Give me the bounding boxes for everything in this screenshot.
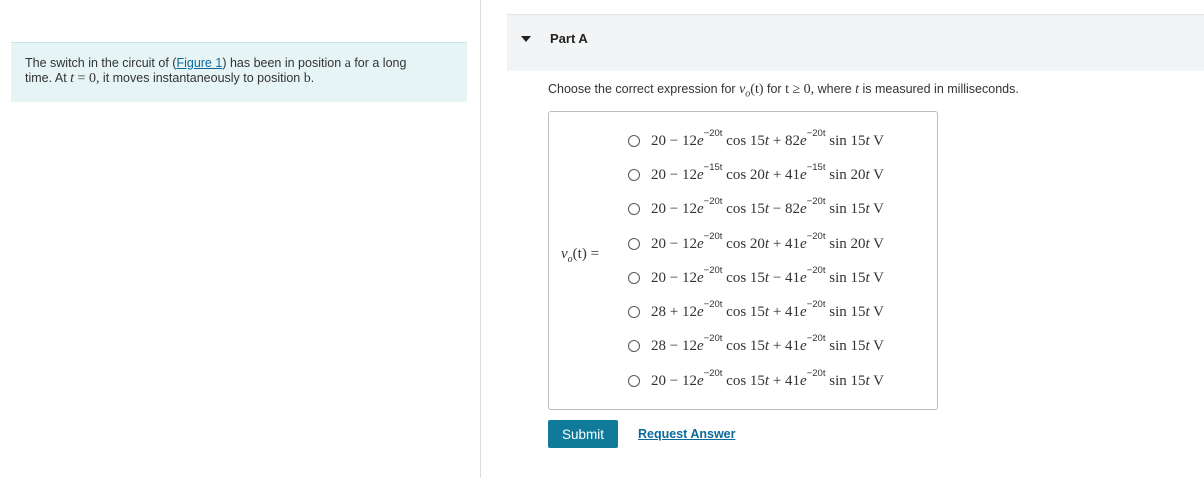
expr-unit: V: [869, 133, 884, 149]
position-b: b: [303, 71, 311, 86]
prompt-text: is measured in milliseconds.: [859, 82, 1019, 96]
expr-t: t: [764, 373, 770, 389]
submit-button[interactable]: Submit: [548, 420, 618, 448]
expr-part: cos 20: [722, 236, 765, 252]
problem-text: .: [310, 71, 315, 85]
expr-t: t: [865, 373, 870, 389]
expr-t: t: [865, 201, 870, 217]
expr-e: e: [696, 338, 704, 354]
expr-part: 20 − 12: [651, 373, 697, 389]
position-a: a: [344, 56, 351, 71]
radio-button[interactable]: [628, 375, 640, 387]
expr-part: + 41: [769, 304, 801, 320]
answer-option[interactable]: [628, 196, 928, 228]
expr-exponent: −20t: [806, 368, 826, 379]
prompt-text: where: [814, 82, 856, 96]
expr-unit: V: [869, 236, 884, 252]
expr-part: sin 15: [825, 270, 866, 286]
expr-e: e: [696, 167, 704, 183]
option-expression: [651, 231, 884, 253]
expr-unit: V: [869, 201, 884, 217]
vo-argument: (t): [750, 82, 764, 97]
expr-part: sin 15: [825, 133, 866, 149]
expr-exponent: −20t: [806, 299, 826, 310]
prompt-text: for: [763, 82, 786, 96]
expr-unit: V: [869, 167, 884, 183]
option-expression: [651, 128, 884, 150]
collapse-caret-icon[interactable]: [521, 36, 531, 42]
expr-exponent: −20t: [806, 265, 826, 276]
expr-e: e: [800, 201, 807, 217]
option-expression: [651, 333, 884, 355]
expr-exponent: −20t: [806, 128, 826, 139]
expr-e: e: [800, 167, 807, 183]
expr-part: cos 15: [722, 133, 765, 149]
problem-statement: [11, 42, 467, 102]
problem-text: it moves instantaneously to position: [99, 71, 304, 85]
expr-part: cos 15: [722, 373, 765, 389]
problem-text: ) has been in position: [222, 56, 345, 70]
expr-t: t: [865, 338, 870, 354]
problem-text: for a long: [350, 56, 407, 70]
answer-label-sub: o: [567, 254, 573, 265]
expr-part: + 41: [769, 167, 801, 183]
expr-part: 20 − 12: [651, 201, 697, 217]
expr-e: e: [696, 236, 704, 252]
question-prompt: [548, 82, 1019, 100]
answer-label-rest: (t) =: [572, 246, 600, 262]
expr-exponent: −20t: [703, 231, 723, 242]
expr-part: + 41: [769, 236, 801, 252]
expr-t: t: [764, 270, 770, 286]
radio-button[interactable]: [628, 135, 640, 147]
expr-exponent: −15t: [806, 162, 826, 173]
expr-part: cos 15: [722, 270, 765, 286]
prompt-text: Choose the correct expression for: [548, 82, 740, 96]
panel-divider: [480, 0, 481, 478]
option-expression: [651, 265, 884, 287]
answer-label: [561, 246, 599, 265]
answer-option[interactable]: [628, 333, 928, 365]
answer-label-v: v: [561, 246, 568, 262]
answer-option[interactable]: [628, 299, 928, 331]
option-expression: [651, 196, 884, 218]
expr-t: t: [764, 304, 770, 320]
expr-e: e: [800, 338, 807, 354]
expr-e: e: [800, 373, 807, 389]
expr-part: 20 − 12: [651, 236, 697, 252]
expr-part: cos 15: [722, 201, 765, 217]
radio-button[interactable]: [628, 203, 640, 215]
answer-options-box: [548, 111, 938, 410]
answer-option[interactable]: [628, 368, 928, 400]
expr-exponent: −15t: [703, 162, 723, 173]
expr-part: 20 − 12: [651, 133, 697, 149]
expr-part: + 41: [769, 373, 801, 389]
answer-option[interactable]: [628, 265, 928, 297]
expr-part: 28 − 12: [651, 338, 697, 354]
expr-part: cos 15: [722, 304, 765, 320]
expr-part: − 41: [769, 270, 801, 286]
expr-exponent: −20t: [703, 333, 723, 344]
expr-e: e: [800, 270, 807, 286]
expr-e: e: [696, 373, 704, 389]
expr-part: cos 20: [722, 167, 765, 183]
expr-exponent: −20t: [703, 196, 723, 207]
expr-e: e: [696, 270, 704, 286]
radio-button[interactable]: [628, 340, 640, 352]
expr-unit: V: [869, 338, 884, 354]
answer-option[interactable]: [628, 231, 928, 263]
request-answer-link[interactable]: Request Answer: [638, 427, 736, 441]
t-variable: t: [855, 82, 860, 97]
expr-part: sin 20: [825, 236, 866, 252]
expr-e: e: [696, 133, 704, 149]
expr-e: e: [800, 304, 807, 320]
vo-subscript: o: [745, 88, 751, 100]
radio-button[interactable]: [628, 169, 640, 181]
expr-part: + 82: [769, 133, 801, 149]
vo-symbol: v: [739, 82, 746, 97]
radio-button[interactable]: [628, 272, 640, 284]
expr-unit: V: [869, 373, 884, 389]
problem-text: The switch in the circuit of (: [25, 56, 177, 70]
part-title: Part A: [550, 31, 588, 46]
expr-part: 20 − 12: [651, 167, 697, 183]
radio-button[interactable]: [628, 306, 640, 318]
expr-e: e: [800, 133, 807, 149]
expr-exponent: −20t: [703, 368, 723, 379]
problem-text: time. At: [25, 71, 71, 85]
expr-t: t: [865, 236, 870, 252]
expr-part: − 82: [769, 201, 801, 217]
expr-e: e: [696, 304, 704, 320]
expr-exponent: −20t: [703, 128, 723, 139]
expr-part: 28 + 12: [651, 304, 697, 320]
expr-t: t: [865, 167, 870, 183]
expr-part: cos 15: [722, 338, 765, 354]
expr-t: t: [865, 270, 870, 286]
expr-e: e: [696, 201, 704, 217]
expr-unit: V: [869, 304, 884, 320]
expr-exponent: −20t: [806, 196, 826, 207]
expr-t: t: [764, 338, 770, 354]
expr-t: t: [764, 167, 770, 183]
answer-option[interactable]: [628, 162, 928, 194]
option-expression: [651, 162, 884, 184]
answer-option[interactable]: [628, 128, 928, 160]
expr-part: sin 15: [825, 201, 866, 217]
expr-part: sin 15: [825, 338, 866, 354]
expr-e: e: [800, 236, 807, 252]
expr-t: t: [865, 133, 870, 149]
condition: t ≥ 0,: [785, 82, 815, 97]
expr-exponent: −20t: [806, 333, 826, 344]
expr-exponent: −20t: [806, 231, 826, 242]
expr-part: 20 − 12: [651, 270, 697, 286]
figure-link[interactable]: Figure 1: [176, 56, 223, 70]
expr-t: t: [764, 201, 770, 217]
expr-t: t: [865, 304, 870, 320]
expr-part: sin 15: [825, 304, 866, 320]
t-variable: t: [70, 71, 75, 86]
expr-part: sin 20: [825, 167, 866, 183]
expr-exponent: −20t: [703, 299, 723, 310]
expr-exponent: −20t: [703, 265, 723, 276]
option-expression: [651, 299, 884, 321]
option-expression: [651, 368, 884, 390]
t-equals-zero: = 0,: [74, 71, 100, 86]
expr-t: t: [764, 133, 770, 149]
expr-unit: V: [869, 270, 884, 286]
expr-t: t: [764, 236, 770, 252]
expr-part: + 41: [769, 338, 801, 354]
radio-button[interactable]: [628, 238, 640, 250]
expr-part: sin 15: [825, 373, 866, 389]
part-header[interactable]: [507, 14, 1204, 71]
